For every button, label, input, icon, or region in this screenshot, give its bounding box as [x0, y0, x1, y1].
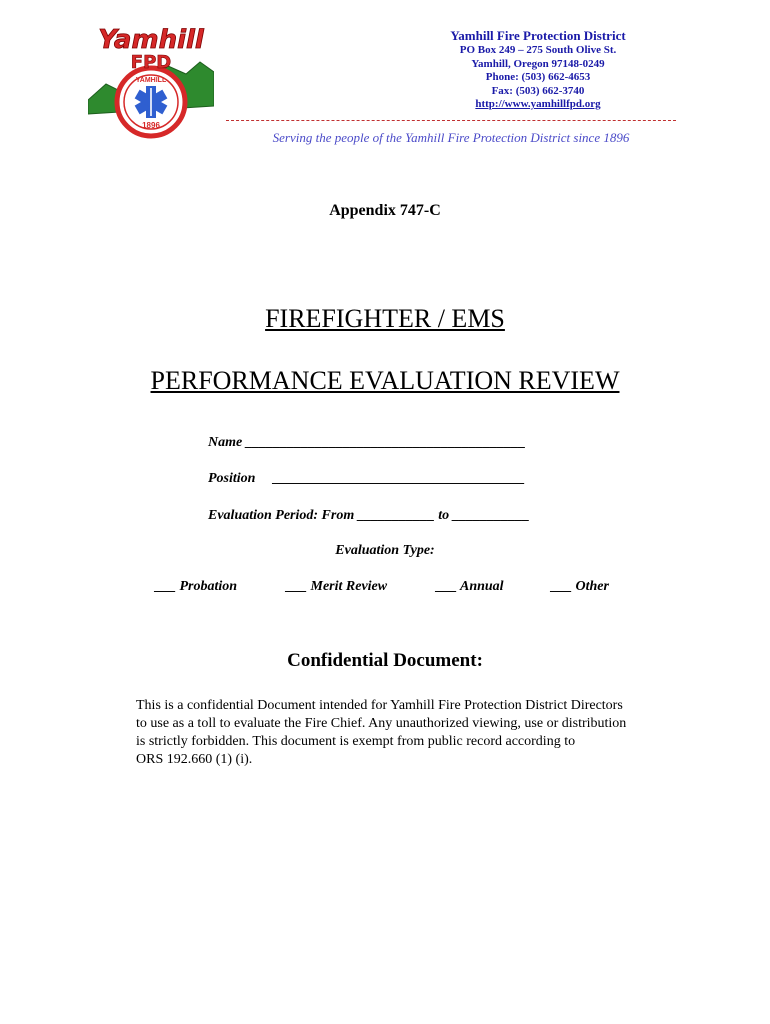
title-line-1-text: FIREFIGHTER / EMS — [265, 304, 505, 333]
title-line-2-text: PERFORMANCE EVALUATION REVIEW — [150, 366, 620, 395]
confidential-line-1: This is a confidential Document intended for Yamhill Fire Protection District Directors — [136, 698, 623, 713]
letterhead-divider — [226, 120, 676, 121]
phone: Phone: (503) 662-4653 — [485, 71, 591, 83]
title-line-2 — [0, 366, 770, 396]
confidential-line-4: ORS 192.660 (1) (i). — [136, 752, 253, 767]
confidential-text — [136, 697, 676, 769]
confidential-line-3: is strictly forbidden. This document is exempt from public record according to — [136, 734, 576, 749]
logo-wordmark: Yamhill — [98, 25, 204, 55]
evaluation-period-field[interactable]: Evaluation Period: From ___________ to ___________ — [208, 508, 530, 523]
letterhead — [418, 28, 658, 112]
org-name: Yamhill Fire Protection District — [450, 28, 626, 43]
address-line-1: PO Box 249 – 275 South Olive St. — [459, 44, 617, 56]
fax: Fax: (503) 662-3740 — [491, 84, 585, 97]
seal-text: YAMHILL — [135, 77, 167, 84]
confidential-heading: Confidential Document: — [287, 650, 483, 671]
name-field[interactable]: Name ________________________________________ — [208, 435, 526, 450]
seal-year: 1896 — [142, 121, 160, 130]
type-probation[interactable]: ___ Probation — [155, 579, 238, 594]
logo-fpd: FPD — [130, 52, 172, 73]
type-annual[interactable]: ___ Annual — [436, 579, 504, 594]
evaluation-type-heading: Evaluation Type: — [335, 543, 435, 558]
title-line-1 — [0, 304, 770, 334]
confidential-line-2: to use as a toll to evaluate the Fire Chief. Any unauthorized viewing, use or distribution — [136, 716, 627, 731]
website-link[interactable]: http://www.yamhillfpd.org — [475, 98, 601, 110]
position-field[interactable]: Position ____________________________________ — [208, 471, 525, 486]
appendix-label: Appendix 747-C — [329, 202, 441, 219]
address-line-2: Yamhill, Oregon 97148-0249 — [471, 57, 605, 70]
type-other[interactable]: ___ Other — [551, 579, 609, 594]
type-merit-review[interactable]: ___ Merit Review — [286, 579, 388, 594]
yamhill-fpd-logo — [88, 22, 214, 140]
tagline: Serving the people of the Yamhill Fire Protection District since 1896 — [272, 130, 630, 145]
